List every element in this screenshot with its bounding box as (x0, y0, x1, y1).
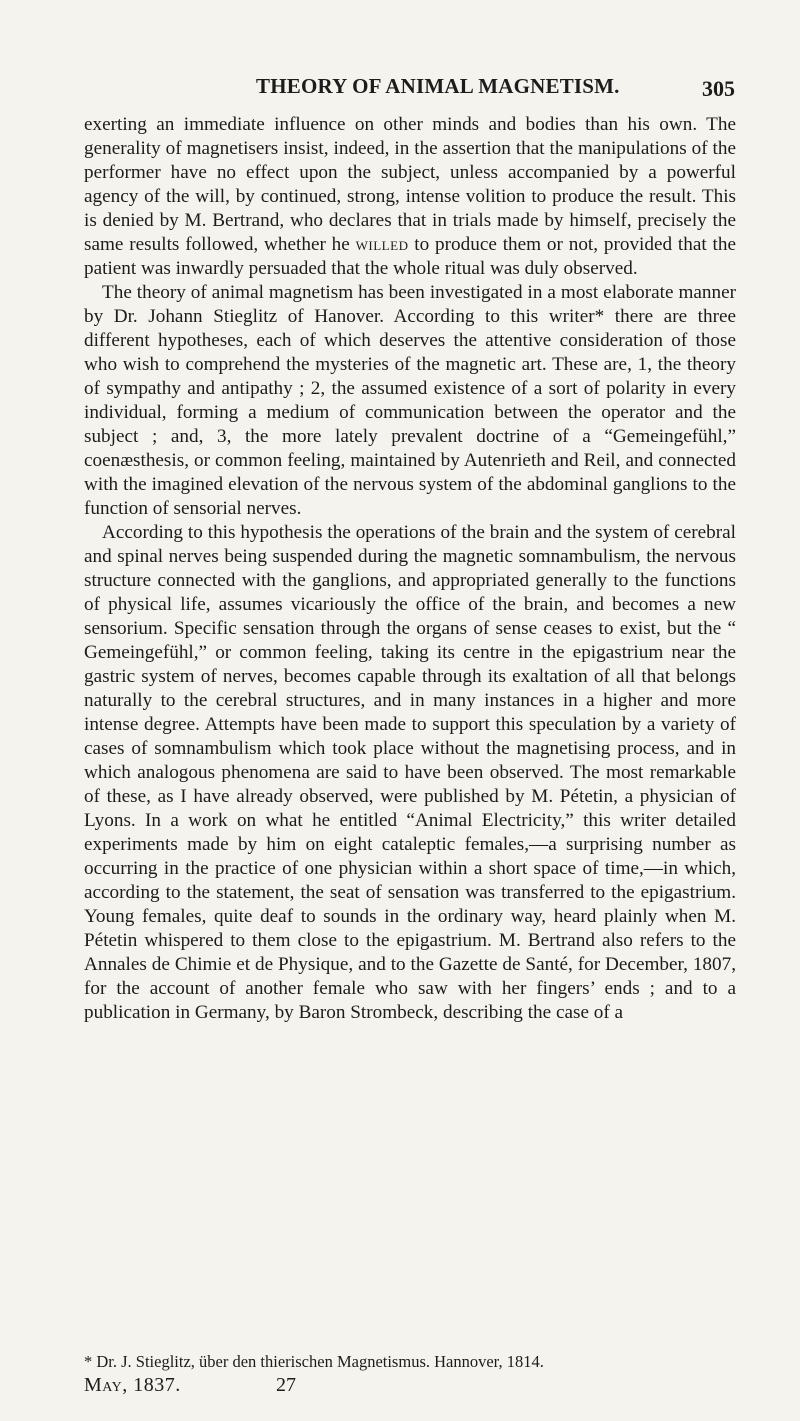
signature-line (84, 1374, 384, 1400)
page-number: 305 (702, 76, 735, 101)
willed-emphasis: willed (355, 234, 409, 255)
running-head (0, 74, 800, 104)
paragraph-3: According to this hypothesis the operations of the brain and the system of cerebral and spinal nerves being suspended during the magnetic somnambulism, the nervous structure connected with the ganglions, and appropriated generally to the functions of physical life, assumes vicariously the office of the brain, and becomes a new sensorium. Specific sensation through the organs of sense ceases to exist, but the “ Gemeingefühl,” or common feeling, taking its centre in the epigastrium near the gastric system of nerves, becomes capable through its exaltation of all that belongs naturally to the cerebral structures, and in many instances in a higher and more intense degree. Attempts have been made to support this speculation by a variety of cases of somnambulism which took place without the magnetising process, and in which analogous phenomena are said to have been observed. The most remarkable of these, as I have already observed, were published by M. Pétetin, a physician of Lyons. In a work on what he entitled “Animal Electricity,” this writer detailed experiments made by him on eight cataleptic females,—a surprising number as occurring in the practice of one physician within a short space of time,—in which, according to the statement, the seat of sensation was transferred to the epigastrium. Young females, quite deaf to sounds in the ordinary way, heard plainly when M. Pétetin whispered to them close to the epigastrium. M. Bertrand also refers to the Annales de Chimie et de Physique, and to the Gazette de Santé, for December, 1807, for the account of another female who saw with her fingers’ ends ; and to a publication in Germany, by Baron Strombeck, describing the case of a (84, 522, 736, 1023)
paragraph-2: The theory of animal magnetism has been investigated in a most elaborate manner by Dr. Johann Stieglitz of Hanover. According to this writer* there are three different hypotheses, each of which deserves the attentive consideration of those who wish to comprehend the mysteries of the magnetic art. These are, 1, the theory of sympathy and antipathy ; 2, the assumed existence of a sort of polarity in every individual, forming a medium of communication between the operator and the subject ; and, 3, the more lately prevalent doctrine of a “Gemeingefühl,” coenæsthesis, or common feeling, maintained by Autenrieth and Reil, and connected with the imagined elevation of the nervous system of the abdominal ganglions to the function of sensorial nerves. (84, 282, 736, 519)
running-title: THEORY OF ANIMAL MAGNETISM. (256, 74, 620, 98)
body-text (84, 113, 736, 1025)
paragraph-1-part-a: exerting an immediate influence on other minds and bodies than his own. The generality of magnetisers insist, indeed, in the assertion that the manipulations of the performer have no effect upon the subject, unless accompanied by a powerful agency of the will, by continued, strong, intense volition to produce the result. This is denied by M. Bertrand, who declares that in trials made by himself, precisely the same results followed, whether he (84, 114, 736, 255)
footnote: * Dr. J. Stieglitz, über den thierischen Magnetismus. Hannover, 1814. (84, 1352, 544, 1371)
sheet-number: 27 (276, 1374, 296, 1396)
paragraph-1-part-b: to produce them or not, provided that the patient was inwardly persuaded that the whole ritual was duly observed. (84, 234, 736, 279)
paragraph-1 (84, 113, 736, 281)
publication-date: May, 1837. (84, 1374, 181, 1396)
